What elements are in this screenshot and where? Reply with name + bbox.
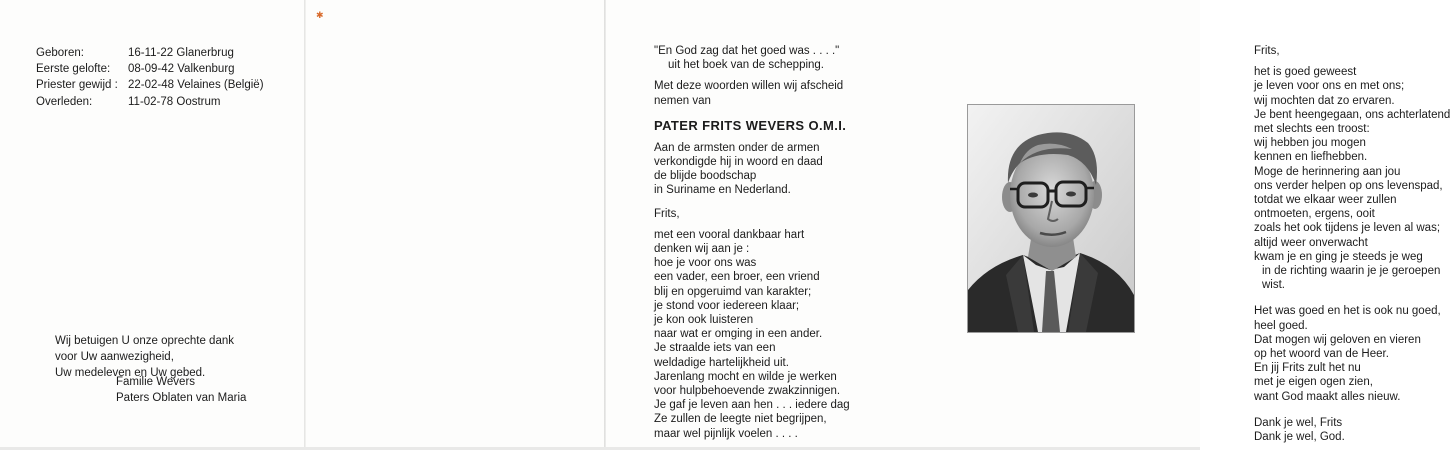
deceased-name: PATER FRITS WEVERS O.M.I. (654, 117, 847, 133)
thanks-line: Wij betuigen U onze oprechte dank (55, 335, 234, 347)
salutation: Frits, (1254, 45, 1280, 57)
scripture-source: uit het boek van de schepping. (668, 59, 825, 72)
poem-line: Je straalde iets van een (654, 342, 776, 355)
stanza-line: wij mochten dat zo ervaren. (1254, 94, 1395, 107)
fact-row-born (36, 45, 264, 61)
fact-label: Eerste gelofte: (36, 63, 111, 76)
mission-line: in Suriname en Nederland. (654, 184, 791, 197)
stanza-line: je leven voor ons en met ons; (1254, 80, 1405, 93)
poem-line: een vader, een broer, een vriend (654, 271, 820, 284)
stanza-line: Dat mogen wij geloven en vieren (1254, 333, 1421, 346)
stanza-line: Het was goed en het is ook nu goed, (1254, 305, 1441, 318)
fact-value: 22-02-48 Velaines (België) (128, 79, 264, 92)
poem-line: Ze zullen de leegte niet begrijpen, (654, 413, 827, 426)
portrait-illustration (968, 105, 1134, 332)
stanza-line: het is goed geweest (1254, 66, 1357, 79)
fact-value: 08-09-42 Valkenburg (128, 63, 235, 76)
signature-order: Paters Oblaten van Maria (116, 392, 247, 404)
thanks-line: voor Uw aanwezigheid, (55, 351, 174, 363)
stanza-line: kennen en liefhebben. (1254, 151, 1368, 164)
stanza-line: Je bent heengegaan, ons achterlatend (1254, 108, 1450, 121)
fact-value: 11-02-78 Oostrum (128, 95, 221, 108)
fact-label: Priester gewijd : (36, 79, 118, 92)
poem-line: maar wel pijnlijk voelen . . . . (654, 427, 798, 440)
poem-line: Je gaf je leven aan hen . . . iedere dag (654, 399, 850, 412)
left-panel (0, 0, 304, 450)
right-panel (606, 0, 1450, 450)
stanza-line: want God maakt alles nieuw. (1254, 390, 1401, 403)
fact-row-died (36, 94, 264, 110)
poem-line: denken wij aan je : (654, 243, 750, 256)
poem-line: voor hulpbehoevende zwakzinnigen. (654, 385, 841, 398)
stanza-line: op het woord van de Heer. (1254, 348, 1389, 361)
stanza-line: met slechts een troost: (1254, 123, 1370, 136)
stanza-line: totdat we elkaar weer zullen (1254, 194, 1397, 207)
poem-line: Jarenlang mocht en wilde je werken (654, 370, 837, 383)
fact-row-first-vows (36, 61, 264, 77)
intro-line: nemen van (654, 94, 711, 107)
thanks-line: Uw medeleven en Uw gebed. (55, 367, 206, 379)
salutation: Frits, (654, 207, 680, 220)
fact-row-ordained (36, 77, 264, 93)
stanza-line: zoals het ook tijdens je leven al was; (1254, 222, 1441, 235)
middle-panel (306, 0, 850, 450)
mission-line: de blijde boodschap (654, 170, 757, 183)
stanza-1 (1254, 65, 1450, 292)
right-text (1254, 44, 1450, 444)
stanza-line: wist. (1262, 279, 1285, 292)
mission-line: Aan de armsten onder de armen (654, 141, 820, 154)
poem-line: met een vooral dankbaar hart (654, 228, 805, 241)
poem-line: hoe je voor ons was (654, 257, 757, 270)
life-facts (36, 45, 264, 110)
signature-family: Familie Wevers (116, 376, 196, 388)
poem-line: je stond voor iedereen klaar; (654, 299, 800, 312)
ink-spot-mark: ✱ (316, 10, 324, 20)
stanza-line: altijd weer onverwacht (1254, 236, 1368, 249)
closing (1254, 416, 1450, 444)
scripture-quote: "En God zag dat het goed was . . . ." (654, 45, 840, 57)
intro-line: Met deze woorden willen wij afscheid (654, 80, 844, 93)
stanza-line: kwam je en ging je steeds je weg (1254, 250, 1423, 263)
fact-label: Geboren: (36, 47, 84, 59)
mission-line: verkondigde hij in woord en daad (654, 156, 823, 169)
portrait-photo (967, 104, 1135, 333)
stanza-line: heel goed. (1254, 319, 1308, 332)
poem-line: blij en opgeruimd van karakter; (654, 285, 812, 298)
stanza-line: wij hebben jou mogen (1254, 137, 1366, 150)
fact-label: Overleden: (36, 95, 93, 108)
poem-line: weldadige hartelijkheid uit. (654, 356, 789, 369)
closing-line: Dank je wel, Frits (1254, 416, 1343, 429)
stanza-line: met je eigen ogen zien, (1254, 376, 1373, 389)
signatures (116, 374, 246, 406)
poem-line: naar wat er omging in een ander. (654, 328, 823, 341)
closing-line: Dank je wel, God. (1254, 431, 1345, 444)
poem-line: je kon ook luisteren (654, 314, 754, 327)
stanza-2 (1254, 304, 1450, 403)
fact-value: 16-11-22 Glanerbrug (128, 47, 234, 59)
stanza-line: En jij Frits zult het nu (1254, 362, 1361, 375)
stanza-line: in de richting waarin je je geroepen (1262, 265, 1441, 278)
stanza-line: ontmoeten, ergens, ooit (1254, 208, 1375, 221)
stanza-line: ons verder helpen op ons levenspad, (1254, 179, 1443, 192)
stanza-line: Moge de herinnering aan jou (1254, 165, 1401, 178)
